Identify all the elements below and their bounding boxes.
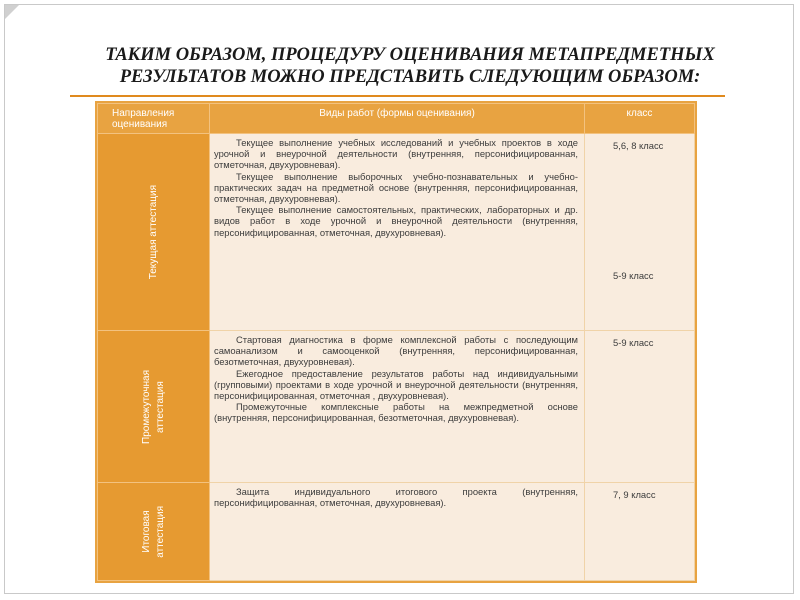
title-underline bbox=[70, 95, 725, 97]
work-paragraph: Защита индивидуального итогового проекта (внутренняя, персонифицированная, отметочная, двухуровневая). bbox=[214, 486, 578, 509]
work-paragraph: Ежегодное предоставление результатов работы над индивидуальными (групповыми) проектами в ходе урочной и внеурочной деятельности (внутренняя, персонифицированная, отметочная , двухуровневая). bbox=[214, 367, 578, 402]
work-paragraph: Стартовая диагностика в форме комплексной работы с последующим самоанализом и самооценкой (внутренняя, персонифицированная, безотметочная, двухуровневая). bbox=[214, 334, 578, 368]
class-label: 5-9 класс bbox=[613, 270, 654, 281]
work-paragraph: Промежуточные комплексные работы на межпредметной основе (внутренняя, персонифицированная, безотметочная, двухуровневая). bbox=[214, 401, 578, 424]
slide-title: ТАКИМ ОБРАЗОМ, ПРОЦЕДУРУ ОЦЕНИВАНИЯ МЕТАПРЕДМЕТНЫХ РЕЗУЛЬТАТОВ МОЖНО ПРЕДСТАВИТЬ СЛЕДУЮЩИМ ОБРАЗОМ: bbox=[105, 45, 715, 87]
direction-label: Текущая аттестация bbox=[147, 184, 159, 280]
work-paragraph: Текущее выполнение выборочных учебно-познавательных и учебно-практических задач на предметной основе (внутренняя, персонифицированная, отметочная, двухуровневая). bbox=[214, 170, 578, 205]
class-cell-intermediate bbox=[585, 331, 695, 483]
class-label: 5,6, 8 класс bbox=[613, 140, 664, 151]
row-header-current bbox=[98, 134, 210, 331]
direction-label: Итоговая аттестация bbox=[140, 505, 166, 558]
work-cell-final bbox=[210, 483, 585, 581]
class-cell-final bbox=[585, 483, 695, 581]
class-label: 7, 9 класс bbox=[613, 489, 656, 500]
table-row-intermediate bbox=[98, 331, 695, 483]
row-header-intermediate bbox=[98, 331, 210, 483]
work-paragraph: Текущее выполнение самостоятельных, практических, лабораторных и др. видов работ в ходе урочной и внеурочной деятельности (внутренняя, персонифицированная, отметочная, двухуровневая). bbox=[214, 204, 578, 238]
table-row-current bbox=[98, 134, 695, 331]
class-label: 5-9 класс bbox=[613, 337, 654, 348]
corner-accent bbox=[5, 5, 19, 19]
assessment-table bbox=[97, 103, 695, 581]
header-direction: Направления оценивания bbox=[98, 104, 210, 134]
table-header-row bbox=[98, 104, 695, 134]
header-work: Виды работ (формы оценивания) bbox=[210, 104, 585, 134]
work-cell-intermediate bbox=[210, 331, 585, 483]
class-cell-current bbox=[585, 134, 695, 331]
table-row-final bbox=[98, 483, 695, 581]
header-class: класс bbox=[585, 104, 695, 134]
direction-label: Промежуточная аттестация bbox=[140, 369, 166, 444]
work-paragraph: Текущее выполнение учебных исследований и учебных проектов в ходе урочной и внеурочной деятельности (внутренняя, персонифицированная, отметочная, двухуровневая). bbox=[214, 137, 578, 171]
work-cell-current bbox=[210, 134, 585, 331]
row-header-final bbox=[98, 483, 210, 581]
assessment-table-container bbox=[95, 101, 697, 583]
